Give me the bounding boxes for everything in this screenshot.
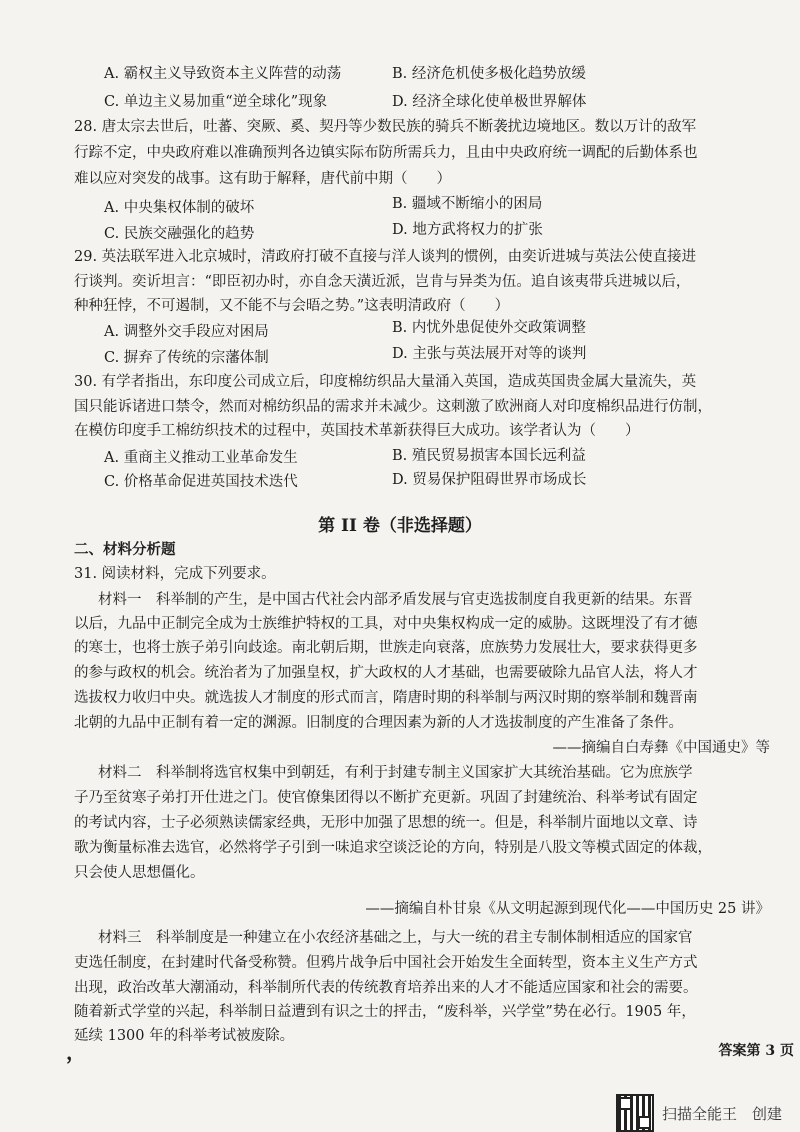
- material1-line-1: 材料一 科举制的产生，是中国古代社会内部矛盾发展与官吏选拔制度自我更新的结果。东晋: [98, 592, 693, 608]
- q31-intro: 31. 阅读材料，完成下列要求。: [74, 566, 276, 582]
- q30-stem-line-1: 30. 有学者指出，东印度公司成立后，印度棉纺织品大量涌入英国，造成英国贵金属大量流失，英: [74, 374, 697, 390]
- q29-option-d: D. 主张与英法展开对等的谈判: [392, 346, 587, 362]
- material2-source: ——摘编自朴甘泉《从文明起源到现代化——中国历史 25 讲》: [365, 901, 770, 917]
- q30-option-c: C. 价格革命促进英国技术迭代: [104, 474, 298, 490]
- q28-option-b: B. 疆域不断缩小的困局: [392, 196, 543, 212]
- material1-line-2: 以后，九品中正制完全成为士族维护特权的工具，对中央集权构成一定的威胁。这既埋没了有才德: [74, 616, 698, 632]
- q27-option-d: D. 经济全球化使单极世界解体: [392, 94, 587, 110]
- q29-stem-line-1: 29. 英法联军进入北京城时，清政府打破不直接与洋人谈判的惯例，由奕䜣进城与英法公使直接进: [74, 249, 697, 265]
- material1-line-5: 选拔权力收归中央。就选拔人才制度的形式而言，隋唐时期的科举制与两汉时期的察举制和魏晋南: [74, 690, 698, 706]
- material3-line-4: 随着新式学堂的兴起，科举制日益遭到有识之士的抨击，“废科举，兴学堂”势在必行。1905 年，: [74, 1004, 696, 1020]
- q30-stem-line-3: 在模仿印度手工棉纺织技术的过程中，英国技术革新获得巨大成功。该学者认为（ ）: [74, 423, 640, 439]
- material2-line-4: 歌为衡量标准去选官，必然将学子引到一味追求空谈泛论的方向，特别是八股文等模式固定的体裁，: [74, 840, 712, 856]
- q30-option-a: A. 重商主义推动工业革命发生: [104, 450, 298, 466]
- q29-stem-line-2: 行谈判。奕䜣坦言：“即臣初办时，亦自念天潢近派，岂肯与异类为伍。追自该夷带兵进城以后，: [74, 274, 691, 290]
- material3-line-5: 延续 1300 年的科举考试被废除。: [74, 1028, 295, 1044]
- q30-option-b: B. 殖民贸易损害本国长远利益: [392, 448, 586, 464]
- scanner-watermark: [616, 1094, 782, 1132]
- material2-line-1: 材料二 科举制将选官权集中到朝廷，有利于封建专制主义国家扩大其统治基础。它为庶族学: [98, 765, 693, 781]
- q30-option-d: D. 贸易保护阻碍世界市场成长: [392, 472, 587, 488]
- part2-title: 第 II 卷（非选择题）: [318, 516, 482, 536]
- q27-option-c: C. 单边主义易加重“逆全球化”现象: [104, 94, 328, 110]
- material1-line-4: 的参与政权的机会。统治者为了加强皇权，扩大政权的人才基础，也需要破除九品官人法，将人才: [74, 665, 698, 681]
- q28-option-a: A. 中央集权体制的破坏: [104, 200, 255, 216]
- scanner-label: 扫描全能王 创建: [661, 1104, 782, 1123]
- q27-option-b: B. 经济危机使多极化趋势放缓: [392, 66, 586, 82]
- q28-option-d: D. 地方武将权力的扩张: [392, 222, 543, 238]
- q28-stem-line-1: 28. 唐太宗去世后，吐蕃、突厥、奚、契丹等少数民族的骑兵不断袭扰边境地区。数以万计的敌军: [74, 119, 697, 135]
- material1-line-3: 的寒士，也将士族子弟引向歧途。南北朝后期，世族走向衰落，庶族势力发展壮大，要求获得更多: [74, 640, 698, 656]
- material2-line-3: 的考试内容，士子必须熟读儒家经典，无形中加强了思想的统一。但是，科举制片面地以文章、诗: [74, 815, 698, 831]
- page-number: 答案第 3 页: [718, 1043, 794, 1059]
- q29-option-c: C. 摒弃了传统的宗藩体制: [104, 350, 269, 366]
- material1-line-6: 北朝的九品中正制有着一定的渊源。旧制度的合理因素为新的人才选拔制度的产生准备了条件。: [74, 715, 683, 731]
- q28-stem-line-3: 难以应对突发的战事。这有助于解释，唐代前中期（ ）: [74, 171, 451, 187]
- material3-line-3: 出现，政治改革大潮涌动，科举制所代表的传统教育培养出来的人才不能适应国家和社会的需要。: [74, 980, 698, 996]
- stray-mark: ，: [66, 1040, 86, 1064]
- q29-stem-line-3: 种种狂悖，不可遏制，又不能不与会晤之势。”这表明清政府（ ）: [74, 298, 510, 314]
- material3-line-2: 吏选任制度，在封建时代备受称赞。但鸦片战争后中国社会开始发生全面转型，资本主义生产方式: [74, 955, 698, 971]
- q28-stem-line-2: 行踪不定，中央政府难以准确预判各边镇实际布防所需兵力，且由中央政府统一调配的后勤体系也: [74, 145, 698, 161]
- material1-source: ——摘编自白寿彝《中国通史》等: [552, 740, 770, 756]
- material2-line-2: 子乃至贫寒子弟打开仕进之门。使官僚集团得以不断扩充更新。巩固了封建统治、科举考试有固定: [74, 790, 698, 806]
- qr-code-icon: [616, 1094, 654, 1132]
- material2-line-5: 只会使人思想僵化。: [74, 865, 205, 881]
- section-heading: 二、材料分析题: [74, 541, 176, 558]
- q29-option-a: A. 调整外交手段应对困局: [104, 324, 269, 340]
- q30-stem-line-2: 国只能诉诸进口禁令，然而对棉纺织品的需求并未减少。这刺激了欧洲商人对印度棉织品进行仿制，: [74, 399, 712, 415]
- material3-line-1: 材料三 科举制度是一种建立在小农经济基础之上，与大一统的君主专制体制相适应的国家官: [98, 930, 693, 946]
- q27-option-a: A. 霸权主义导致资本主义阵营的动荡: [104, 66, 342, 82]
- q29-option-b: B. 内忧外患促使外交政策调整: [392, 320, 586, 336]
- q28-option-c: C. 民族交融强化的趋势: [104, 226, 255, 242]
